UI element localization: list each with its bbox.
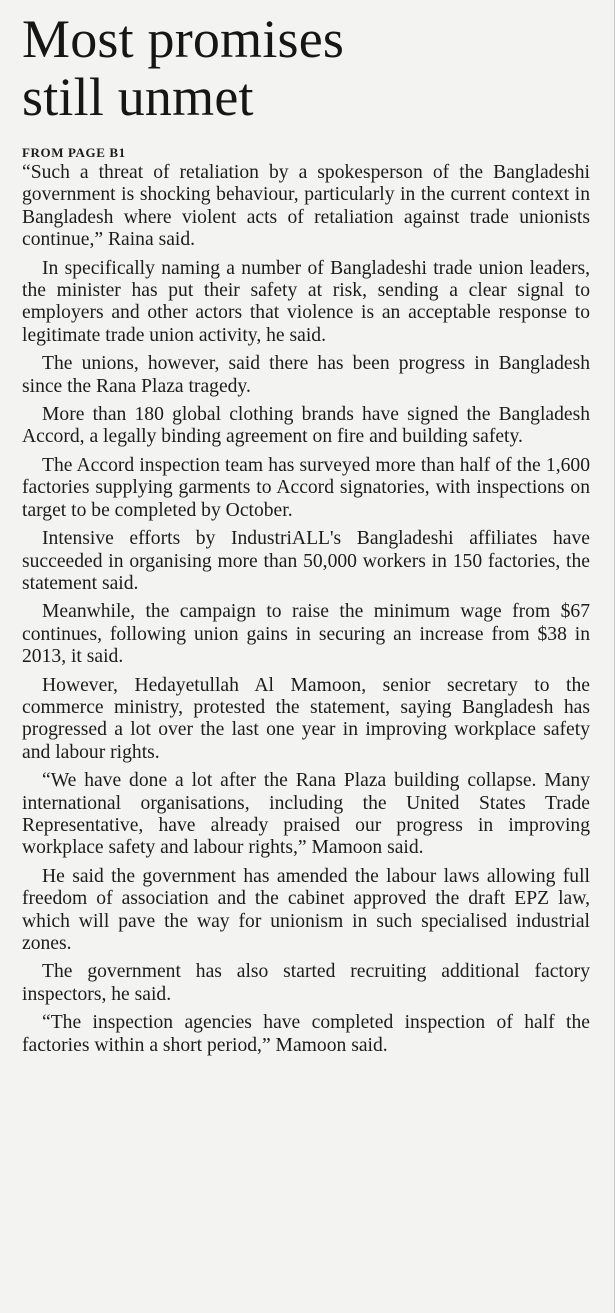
paragraph-10: He said the government has amended the labour laws allowing full freedom of association and the cabinet approved the draft EPZ law, which will pave the way for unionism in such specialised industrial zones. xyxy=(22,865,590,954)
paragraph-3: The unions, however, said there has been progress in Bangladesh since the Rana Plaza tragedy. xyxy=(22,353,590,397)
paragraph-5: The Accord inspection team has surveyed more than half of the 1,600 factories supplying garments to Accord signatories, with inspections on target to be completed by October. xyxy=(22,454,590,521)
headline-line-2: still unmet xyxy=(22,67,254,127)
paragraph-12: “The inspection agencies have completed inspection of half the factories within a short period,” Mamoon said. xyxy=(22,1012,590,1056)
paragraph-2: In specifically naming a number of Bangladeshi trade union leaders, the minister has put their safety at risk, sending a clear signal to employers and other actors that violence is an acceptable response to legitimate trade union activity, he said. xyxy=(22,257,590,346)
jump-line: FROM PAGE B1 xyxy=(22,145,126,160)
paragraph-11: The government has also started recruiting additional factory inspectors, he said. xyxy=(22,961,590,1005)
paragraph-9: “We have done a lot after the Rana Plaza building collapse. Many international organisations, including the United States Trade Representative, have already praised our progress in improving workplace safety and labour rights,” Mamoon said. xyxy=(22,770,590,859)
article-body xyxy=(22,162,590,1063)
headline xyxy=(22,10,602,126)
paragraph-7: Meanwhile, the campaign to raise the minimum wage from $67 continues, following union gains in securing an increase from $38 in 2013, it said. xyxy=(22,601,590,668)
paragraph-6: Intensive efforts by IndustriALL's Bangladeshi affiliates have succeeded in organising more than 50,000 workers in 150 factories, the statement said. xyxy=(22,528,590,594)
paragraph-4: More than 180 global clothing brands have signed the Bangladesh Accord, a legally binding agreement on fire and building safety. xyxy=(22,404,590,448)
paragraph-1: “Such a threat of retaliation by a spokesperson of the Bangladeshi government is shocking behaviour, particularly in the current context in Bangladesh where violent acts of retaliation against trade unionists continue,” Raina said. xyxy=(22,162,590,251)
headline-line-1: Most promises xyxy=(22,9,345,69)
paragraph-8: However, Hedayetullah Al Mamoon, senior secretary to the commerce ministry, protested the statement, saying Bangladesh has progressed a lot over the last one year in improving workplace safety and labour rights. xyxy=(22,674,590,763)
